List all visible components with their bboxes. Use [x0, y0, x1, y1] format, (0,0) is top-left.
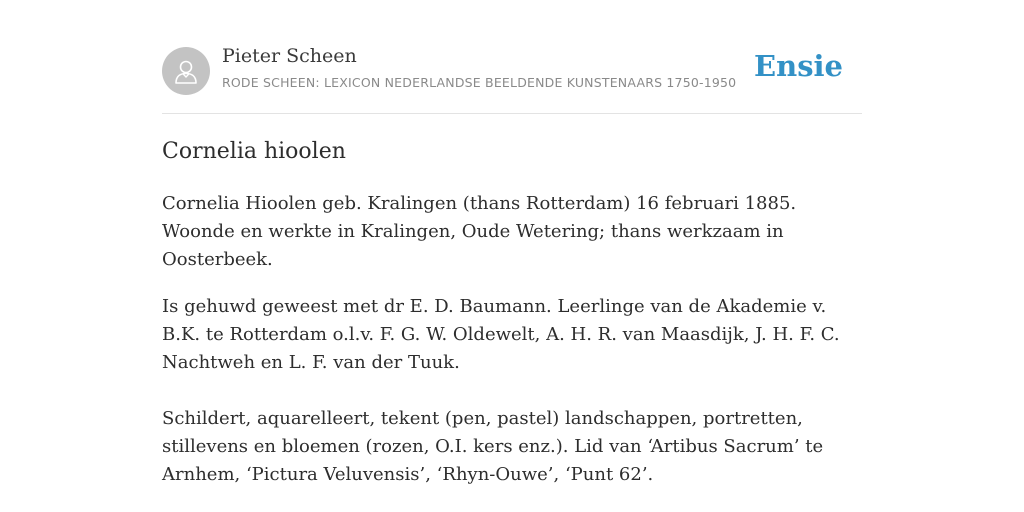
- article-body: [162, 190, 862, 508]
- page-title: Cornelia hioolen: [162, 139, 346, 164]
- source-title[interactable]: RODE SCHEEN: LEXICON NEDERLANDSE BEELDENDE KUNSTENAARS 1750-1950: [222, 75, 737, 90]
- article-paragraph: Is gehuwd geweest met dr E. D. Baumann. Leerlinge van de Akademie v. B.K. te Rotterdam o.l.v. F. G. W. Oldewelt, A. H. R. van Maasdijk, J. H. F. C. Nachtweh en L. F. van der Tuuk.: [162, 296, 840, 373]
- brand-logo[interactable]: Ensie: [754, 49, 843, 83]
- article-paragraph: Cornelia Hioolen geb. Kralingen (thans Rotterdam) 16 februari 1885. Woonde en werkte in Kralingen, Oude Wetering; thans werkzaam in Oosterbeek.: [162, 193, 797, 270]
- user-icon: [172, 57, 200, 85]
- article-header: [162, 0, 862, 114]
- article-card: [162, 0, 862, 485]
- article-paragraph: Schildert, aquarelleert, tekent (pen, pastel) landschappen, portretten, stillevens en bloemen (rozen, O.I. kers enz.). Lid van ‘Artibus Sacrum’ te Arnhem, ‘Pictura Veluvensis’, ‘Rhyn-Ouwe’, ‘Punt 62’.: [162, 408, 824, 485]
- author-avatar[interactable]: [162, 47, 210, 95]
- author-name[interactable]: Pieter Scheen: [222, 45, 357, 67]
